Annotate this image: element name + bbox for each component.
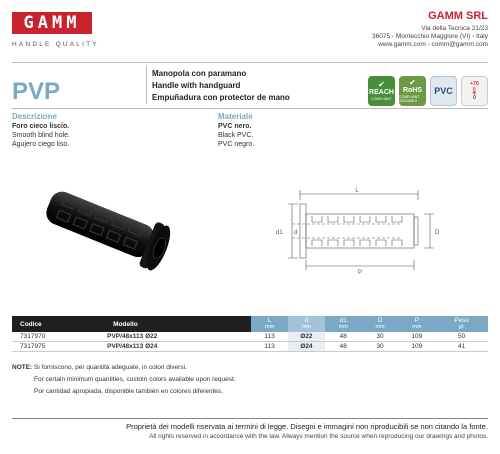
product-photo <box>34 180 194 280</box>
certification-badges <box>368 76 488 106</box>
header-P: P mm <box>398 316 435 332</box>
material-it: PVC nero. <box>218 123 252 130</box>
dim-label-d1: d1 <box>276 230 283 236</box>
product-code: PVP <box>12 78 61 105</box>
rohs-sub: COMPLIANT 2011/65/EU <box>399 95 420 103</box>
header-code: Codice <box>12 316 105 332</box>
description-it: Foro cieco liscio. <box>12 123 70 130</box>
description-en: Smooth blind hole. <box>12 132 70 139</box>
cell-L: 113 <box>251 342 288 352</box>
description-title: Descrizione <box>12 112 57 121</box>
footer-copyright-en: All rights reserved in accordance with the law. Always mention the source when reproducing our drawings and photos. <box>149 433 488 440</box>
notes-label: NOTE: <box>12 364 33 371</box>
header-D: D mm <box>362 316 399 332</box>
product-name-en: Handle with handguard <box>152 81 241 90</box>
rohs-label: RoHS <box>402 87 423 94</box>
material-es: PVC negro. <box>218 141 255 148</box>
product-name-es: Empuñadura con protector de mano <box>152 93 290 102</box>
material-title: Materiale <box>218 112 253 121</box>
rohs-badge <box>399 76 426 106</box>
product-name-it: Manopola con paramano <box>152 69 247 78</box>
dim-label-D: D <box>435 230 440 236</box>
check-icon: ✔ <box>378 80 385 89</box>
company-address: Via della Tecnica 21/23 <box>421 25 488 32</box>
note-en: For certain minimum quantities, custom colors available upon request. <box>34 376 236 383</box>
logo-subtitle: HANDLE QUALITY <box>12 41 99 48</box>
spec-table <box>12 316 488 352</box>
technical-drawing <box>262 186 442 276</box>
cell-d: Ø22 <box>288 332 325 342</box>
material-en: Black PVC. <box>218 132 254 139</box>
cell-weight: 41 <box>435 342 488 352</box>
cell-L: 113 <box>251 332 288 342</box>
cell-P: 109 <box>398 342 435 352</box>
cell-weight: 50 <box>435 332 488 342</box>
section-divider <box>12 108 488 109</box>
cell-D: 30 <box>362 342 399 352</box>
gamm-logo <box>12 12 92 40</box>
company-city: 36075 - Montecchio Maggiore (VI) - Italy <box>372 33 488 40</box>
company-name: GAMM SRL <box>428 10 488 22</box>
cell-d1: 48 <box>325 342 362 352</box>
header-L: L mm <box>251 316 288 332</box>
cell-d1: 48 <box>325 332 362 342</box>
pvc-badge <box>430 76 457 106</box>
note-es: Por cantidad apropiada, disponible también en colores diferentes. <box>34 388 223 395</box>
cell-model: PVP/48x113 Ø22 <box>105 332 251 342</box>
dim-label-L: L <box>355 188 359 194</box>
thermometer-icon: 🌡 <box>470 88 479 95</box>
cell-P: 109 <box>398 332 435 342</box>
note-it: Si forniscono, per quantità adeguate, in colori diversi. <box>34 364 187 371</box>
check-icon: ✔ <box>409 78 416 87</box>
table-row <box>12 332 488 342</box>
dim-label-P: P <box>357 270 363 276</box>
description-es: Agujero ciego liso. <box>12 141 70 148</box>
temp-min: 0 <box>473 95 476 101</box>
footer-divider <box>12 418 488 419</box>
dim-label-d: d <box>294 230 298 236</box>
header-divider <box>12 62 488 63</box>
header-d1: d1 mm <box>325 316 362 332</box>
cell-code: 7317975 <box>12 342 105 352</box>
cell-model: PVP/48x113 Ø24 <box>105 342 251 352</box>
product-names <box>152 68 290 104</box>
table-header-row <box>12 316 488 332</box>
title-divider <box>146 66 147 104</box>
reach-label: REACH <box>369 89 394 96</box>
cell-code: 7317970 <box>12 332 105 342</box>
temperature-badge <box>461 76 488 106</box>
reach-badge <box>368 76 395 106</box>
logo-box <box>12 12 92 34</box>
header-d: d mm <box>288 316 325 332</box>
header-weight: Peso gr. <box>435 316 488 332</box>
pvc-label: PVC <box>434 86 453 96</box>
header-model: Modello <box>105 316 251 332</box>
material-section <box>218 112 254 149</box>
logo-text: GAMM <box>23 13 81 33</box>
cell-D: 30 <box>362 332 399 342</box>
company-info <box>372 10 488 49</box>
description-section <box>12 112 70 149</box>
temp-max: +70 <box>470 81 479 87</box>
footer-copyright-it: Proprietà dei modelli riservata ai termini di legge. Disegni e immagini non riproducibili se non citando la fonte. <box>126 422 488 431</box>
company-contact[interactable]: www.gamm.com - comm@gamm.com <box>378 41 488 48</box>
cell-d: Ø24 <box>288 342 325 352</box>
table-row <box>12 342 488 352</box>
reach-sub: COMPLIANT <box>371 97 392 101</box>
